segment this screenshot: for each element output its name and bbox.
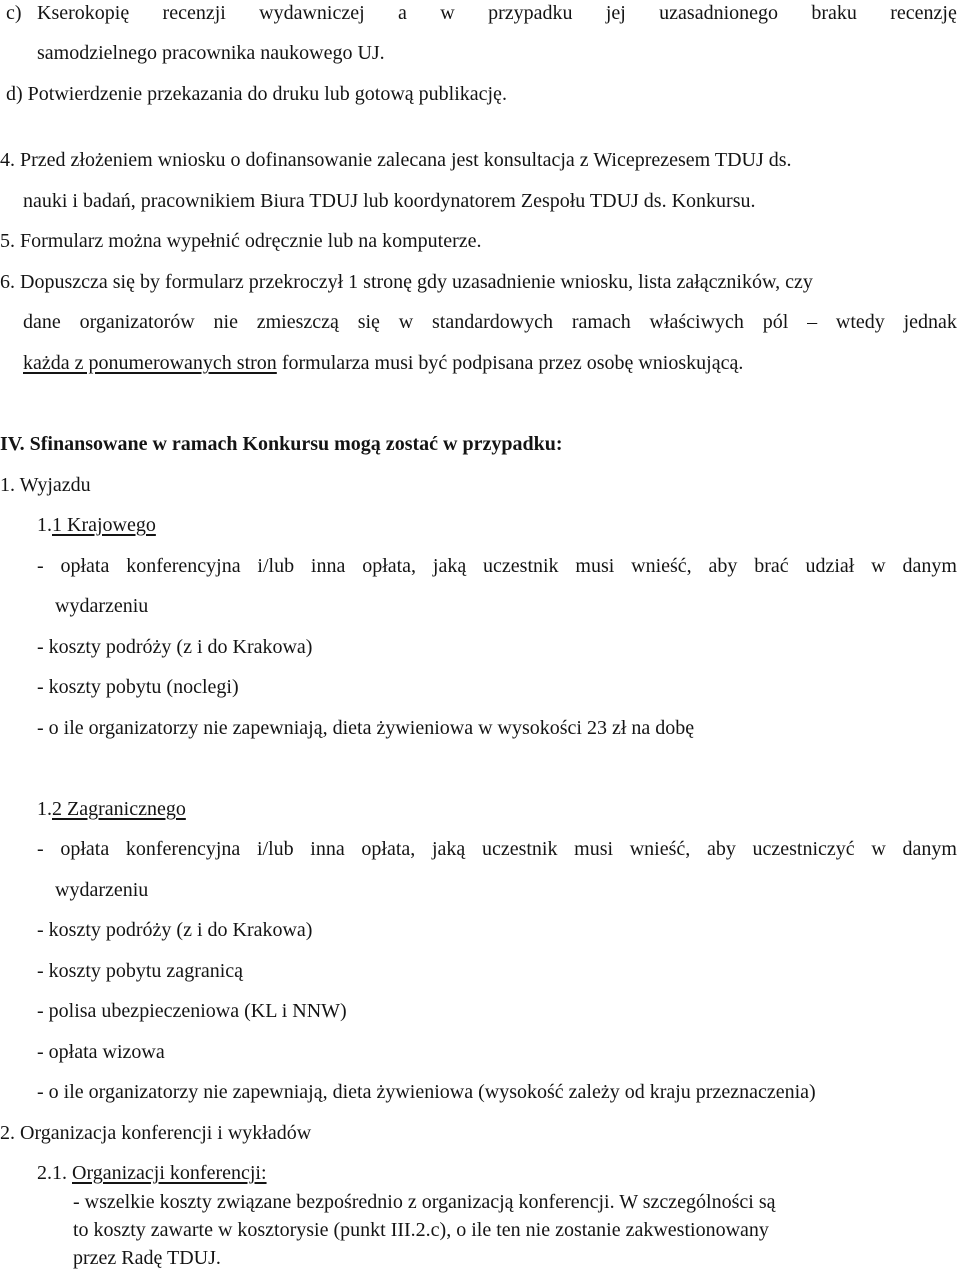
word: jaką — [431, 838, 466, 860]
item-1-1-line: - o ile organizatorzy nie zapewniają, dieta żywieniowa w wysokości 23 zł na dobę — [37, 717, 695, 739]
word: nie — [213, 311, 238, 333]
word: opłata, — [361, 838, 416, 860]
word: dane — [23, 311, 61, 333]
underlined-phrase: każda z ponumerowanych stron — [23, 352, 277, 374]
word: inna — [310, 555, 346, 577]
item-2-1-line: przez Radę TDUJ. — [73, 1247, 221, 1269]
word: konferencyjna — [126, 555, 241, 577]
word: Kserokopię — [37, 2, 130, 24]
item-1-2-line1 — [37, 836, 957, 862]
item-1-1-line1-cont: wydarzeniu — [55, 595, 149, 617]
word: właściwych — [649, 311, 744, 333]
item-1: 1. Wyjazdu — [0, 474, 91, 496]
item-1-2-num: 1. — [37, 798, 52, 820]
item-1-2-line: - o ile organizatorzy nie zapewniają, dieta żywieniowa (wysokość zależy od kraju przeznaczenia) — [37, 1081, 816, 1103]
item-2-1-line: - wszelkie koszty związane bezpośrednio z organizacją konferencji. W szczególności są — [73, 1191, 776, 1213]
item-1-2-label: 2 Zagranicznego — [52, 798, 186, 820]
item-d: d) Potwierdzenie przekazania do druku lub gotową publikację. — [6, 83, 507, 105]
word: uzasadnionego — [659, 2, 779, 24]
word: recenzji — [162, 2, 226, 24]
item-1-1-title — [37, 512, 156, 538]
item-1-1-line1 — [37, 553, 957, 579]
word: a — [398, 2, 407, 24]
word: organizatorów — [79, 311, 195, 333]
item-1-1-label: 1 Krajowego — [52, 514, 156, 536]
item-1-2-line: - koszty podróży (z i do Krakowa) — [37, 919, 313, 941]
word: uczestniczyć — [752, 838, 855, 860]
word: w — [871, 838, 886, 860]
word: ramach — [571, 311, 631, 333]
item-2: 2. Organizacja konferencji i wykładów — [0, 1122, 312, 1144]
item-2-1-title — [37, 1160, 267, 1186]
point-5: 5. Formularz można wypełnić odręcznie lub na komputerze. — [0, 230, 482, 252]
word: braku — [811, 2, 857, 24]
word: opłata, — [362, 555, 417, 577]
word: – — [807, 311, 818, 333]
item-c-line2: samodzielnego pracownika naukowego UJ. — [37, 42, 385, 64]
word: danym — [902, 838, 957, 860]
item-1-1-num: 1. — [37, 514, 52, 536]
word: w — [871, 555, 886, 577]
word: wydawniczej — [259, 2, 365, 24]
word: opłata — [60, 838, 110, 860]
word: przypadku — [488, 2, 573, 24]
word: aby — [706, 838, 736, 860]
word: i/lub — [256, 838, 294, 860]
item-1-2-line: - opłata wizowa — [37, 1041, 165, 1063]
word: się — [357, 311, 380, 333]
point-6-line1: 6. Dopuszcza się by formularz przekroczył 1 stronę gdy uzasadnienie wniosku, lista załączników, czy — [0, 271, 813, 293]
item-c-line1 — [37, 0, 957, 26]
item-2-1-label: Organizacji konferencji: — [72, 1162, 267, 1184]
word: jej — [605, 2, 626, 24]
item-1-2-title — [37, 796, 186, 822]
point-6-line3-rest: formularza musi być podpisana przez osobę wnioskującą. — [276, 352, 744, 374]
word: i/lub — [257, 555, 295, 577]
word: wtedy — [835, 311, 885, 333]
point-6-line3 — [23, 350, 743, 376]
item-1-2-line1-cont: wydarzeniu — [55, 879, 149, 901]
word: - — [37, 838, 44, 860]
word: musi — [574, 838, 614, 860]
word: uczestnik — [481, 838, 558, 860]
word: brać — [754, 555, 789, 577]
word: jaką — [432, 555, 467, 577]
word: danym — [902, 555, 957, 577]
word: recenzję — [890, 2, 957, 24]
item-1-2-line: - polisa ubezpieczeniowa (KL i NNW) — [37, 1000, 347, 1022]
word: udział — [805, 555, 855, 577]
word: wnieść, — [631, 555, 692, 577]
item-1-2-line: - koszty pobytu zagranicą — [37, 960, 244, 982]
word: wnieść, — [629, 838, 691, 860]
word: pól — [762, 311, 789, 333]
item-c-label: c) — [6, 2, 22, 24]
point-6-line2 — [23, 309, 957, 335]
word: inna — [310, 838, 345, 860]
item-2-1-line: to koszty zawarte w kosztorysie (punkt III.2.c), o ile ten nie zostanie zakwestionowany — [73, 1219, 769, 1241]
word: - — [37, 555, 44, 577]
word: jednak — [903, 311, 957, 333]
point-4-line2: nauki i badań, pracownikiem Biura TDUJ lub koordynatorem Zespołu TDUJ ds. Konkursu. — [23, 190, 756, 212]
item-2-1-num: 2.1. — [37, 1162, 72, 1184]
word: w — [398, 311, 414, 333]
item-1-1-line: - koszty podróży (z i do Krakowa) — [37, 636, 313, 658]
word: w — [440, 2, 455, 24]
word: zmieszczą — [256, 311, 339, 333]
word: uczestnik — [483, 555, 559, 577]
word: opłata — [60, 555, 110, 577]
word: konferencyjna — [125, 838, 241, 860]
item-1-1-line: - koszty pobytu (noclegi) — [37, 676, 239, 698]
section-iv-heading: IV. Sfinansowane w ramach Konkursu mogą zostać w przypadku: — [0, 433, 563, 455]
word: aby — [708, 555, 738, 577]
point-4-line1: 4. Przed złożeniem wniosku o dofinansowanie zalecana jest konsultacja z Wiceprezesem TDUJ ds. — [0, 149, 792, 171]
word: standardowych — [431, 311, 554, 333]
word: musi — [575, 555, 615, 577]
